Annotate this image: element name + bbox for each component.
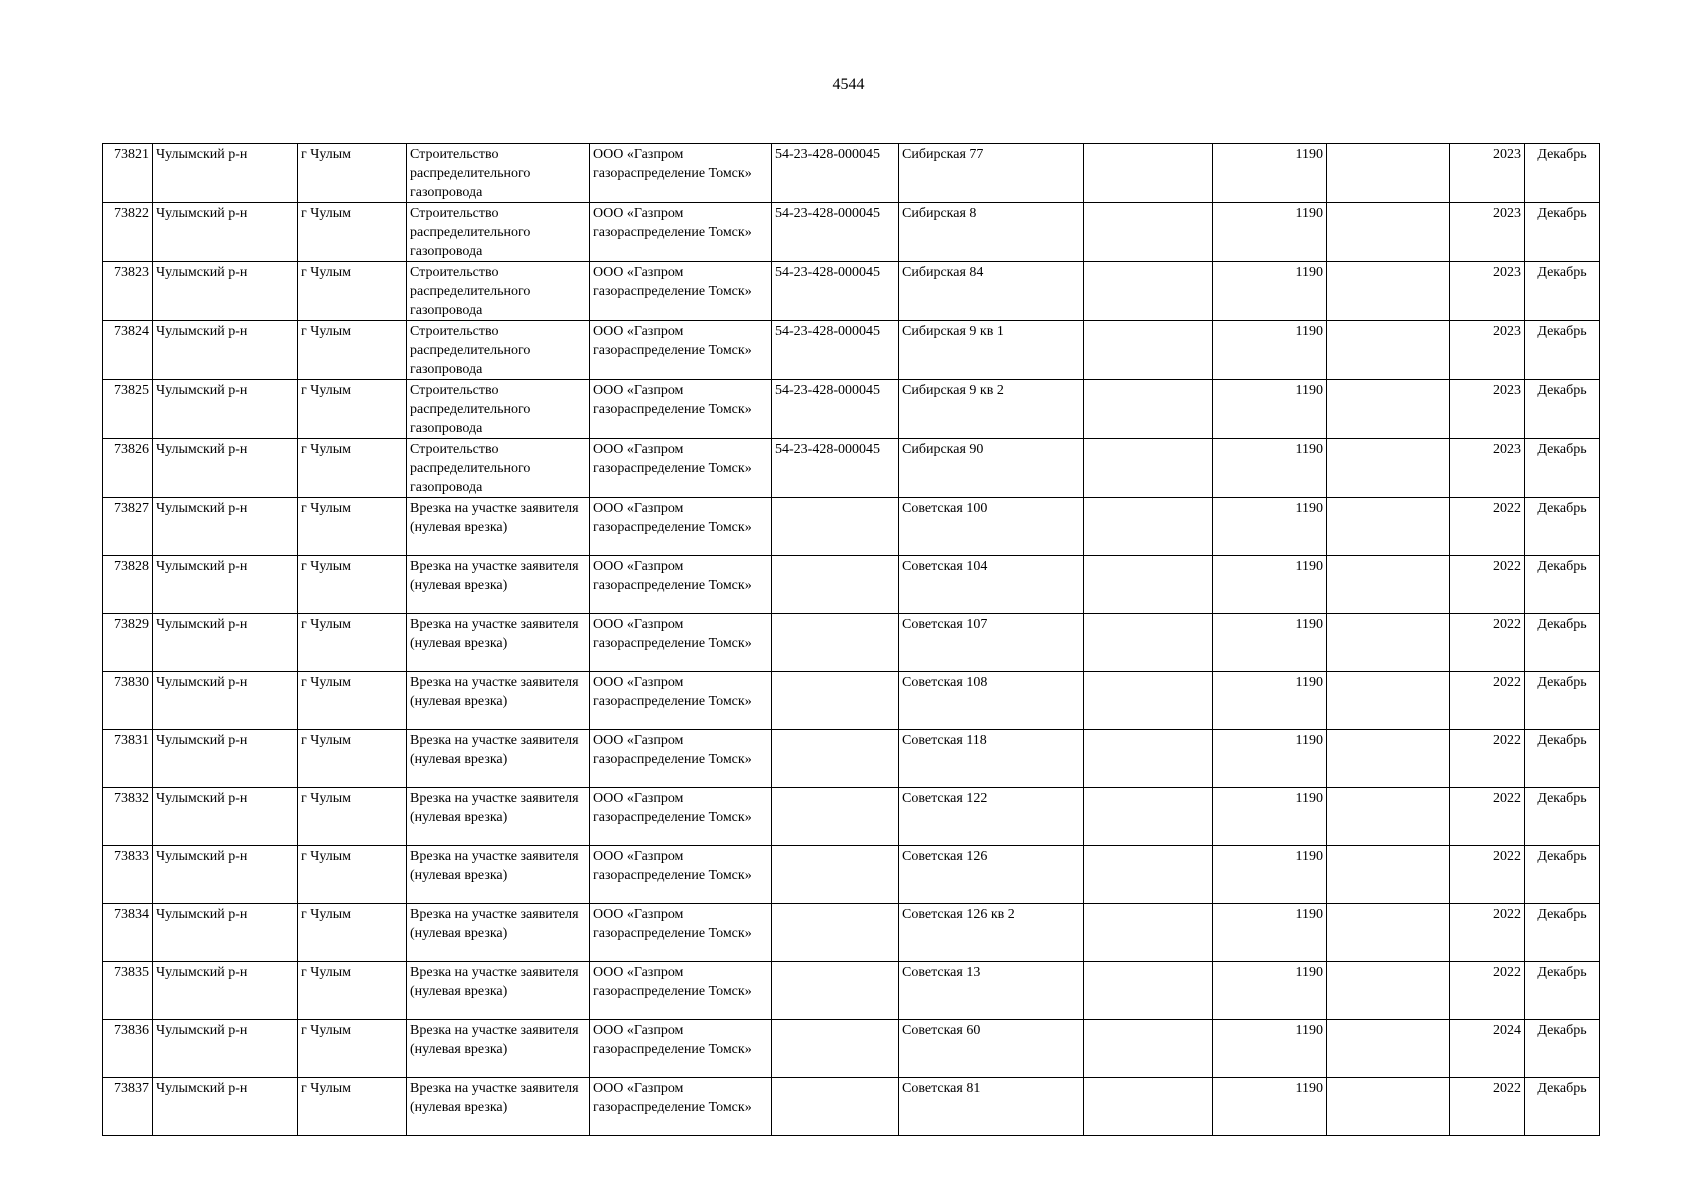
object-code-cell	[772, 788, 899, 846]
record-number-cell: 73827	[103, 498, 153, 556]
district-cell: Чулымский р-н	[153, 1020, 298, 1078]
month-cell: Декабрь	[1525, 203, 1600, 262]
month-cell: Декабрь	[1525, 262, 1600, 321]
object-code-cell	[772, 1020, 899, 1078]
table-row	[103, 962, 1600, 1020]
work-type-cell: Врезка на участке заявителя (нулевая врезка)	[407, 614, 590, 672]
table-row	[103, 380, 1600, 439]
empty-cell	[1084, 262, 1213, 321]
organization-cell: ООО «Газпром газораспределение Томск»	[590, 321, 772, 380]
address-cell: Советская 126 кв 2	[899, 904, 1084, 962]
area-value-cell: 1190	[1213, 439, 1327, 498]
organization-cell: ООО «Газпром газораспределение Томск»	[590, 203, 772, 262]
organization-cell: ООО «Газпром газораспределение Томск»	[590, 556, 772, 614]
locality-cell: г Чулым	[298, 962, 407, 1020]
locality-cell: г Чулым	[298, 321, 407, 380]
district-cell: Чулымский р-н	[153, 672, 298, 730]
area-value-cell: 1190	[1213, 614, 1327, 672]
empty-cell	[1327, 962, 1450, 1020]
table-row	[103, 904, 1600, 962]
organization-cell: ООО «Газпром газораспределение Томск»	[590, 614, 772, 672]
address-cell: Сибирская 84	[899, 262, 1084, 321]
object-code-cell	[772, 1078, 899, 1136]
month-cell: Декабрь	[1525, 788, 1600, 846]
table-row	[103, 498, 1600, 556]
record-number-cell: 73822	[103, 203, 153, 262]
object-code-cell	[772, 730, 899, 788]
table-row	[103, 1020, 1600, 1078]
table-row	[103, 730, 1600, 788]
record-number-cell: 73828	[103, 556, 153, 614]
month-cell: Декабрь	[1525, 321, 1600, 380]
empty-cell	[1327, 144, 1450, 203]
object-code-cell	[772, 904, 899, 962]
area-value-cell: 1190	[1213, 380, 1327, 439]
year-cell: 2022	[1450, 730, 1525, 788]
table-row	[103, 262, 1600, 321]
district-cell: Чулымский р-н	[153, 556, 298, 614]
record-number-cell: 73836	[103, 1020, 153, 1078]
record-number-cell: 73829	[103, 614, 153, 672]
address-cell: Сибирская 8	[899, 203, 1084, 262]
empty-cell	[1327, 1078, 1450, 1136]
year-cell: 2024	[1450, 1020, 1525, 1078]
record-number-cell: 73824	[103, 321, 153, 380]
month-cell: Декабрь	[1525, 144, 1600, 203]
empty-cell	[1327, 203, 1450, 262]
locality-cell: г Чулым	[298, 439, 407, 498]
area-value-cell: 1190	[1213, 321, 1327, 380]
year-cell: 2022	[1450, 614, 1525, 672]
organization-cell: ООО «Газпром газораспределение Томск»	[590, 380, 772, 439]
month-cell: Декабрь	[1525, 556, 1600, 614]
empty-cell	[1084, 788, 1213, 846]
locality-cell: г Чулым	[298, 203, 407, 262]
organization-cell: ООО «Газпром газораспределение Томск»	[590, 788, 772, 846]
month-cell: Декабрь	[1525, 380, 1600, 439]
empty-cell	[1327, 498, 1450, 556]
empty-cell	[1327, 846, 1450, 904]
area-value-cell: 1190	[1213, 262, 1327, 321]
area-value-cell: 1190	[1213, 788, 1327, 846]
table-row	[103, 788, 1600, 846]
district-cell: Чулымский р-н	[153, 730, 298, 788]
address-cell: Советская 107	[899, 614, 1084, 672]
empty-cell	[1327, 672, 1450, 730]
empty-cell	[1327, 380, 1450, 439]
table-row	[103, 1078, 1600, 1136]
record-number-cell: 73837	[103, 1078, 153, 1136]
organization-cell: ООО «Газпром газораспределение Томск»	[590, 672, 772, 730]
work-type-cell: Врезка на участке заявителя (нулевая врезка)	[407, 1078, 590, 1136]
locality-cell: г Чулым	[298, 380, 407, 439]
area-value-cell: 1190	[1213, 962, 1327, 1020]
object-code-cell	[772, 962, 899, 1020]
work-type-cell: Врезка на участке заявителя (нулевая врезка)	[407, 962, 590, 1020]
record-number-cell: 73831	[103, 730, 153, 788]
object-code-cell: 54-23-428-000045	[772, 321, 899, 380]
record-number-cell: 73835	[103, 962, 153, 1020]
locality-cell: г Чулым	[298, 498, 407, 556]
organization-cell: ООО «Газпром газораспределение Томск»	[590, 262, 772, 321]
record-number-cell: 73825	[103, 380, 153, 439]
district-cell: Чулымский р-н	[153, 962, 298, 1020]
area-value-cell: 1190	[1213, 144, 1327, 203]
district-cell: Чулымский р-н	[153, 788, 298, 846]
object-code-cell	[772, 846, 899, 904]
address-cell: Советская 118	[899, 730, 1084, 788]
empty-cell	[1327, 1020, 1450, 1078]
month-cell: Декабрь	[1525, 962, 1600, 1020]
year-cell: 2022	[1450, 672, 1525, 730]
table-row	[103, 614, 1600, 672]
empty-cell	[1084, 730, 1213, 788]
empty-cell	[1084, 321, 1213, 380]
work-type-cell: Строительство распределительного газопровода	[407, 439, 590, 498]
work-type-cell: Врезка на участке заявителя (нулевая врезка)	[407, 788, 590, 846]
year-cell: 2023	[1450, 262, 1525, 321]
empty-cell	[1084, 672, 1213, 730]
table-row	[103, 203, 1600, 262]
table-row	[103, 672, 1600, 730]
empty-cell	[1084, 846, 1213, 904]
organization-cell: ООО «Газпром газораспределение Томск»	[590, 1078, 772, 1136]
empty-cell	[1327, 904, 1450, 962]
month-cell: Декабрь	[1525, 846, 1600, 904]
area-value-cell: 1190	[1213, 730, 1327, 788]
object-code-cell: 54-23-428-000045	[772, 262, 899, 321]
empty-cell	[1327, 439, 1450, 498]
locality-cell: г Чулым	[298, 1078, 407, 1136]
work-type-cell: Врезка на участке заявителя (нулевая врезка)	[407, 672, 590, 730]
object-code-cell	[772, 672, 899, 730]
page-number: 4544	[832, 76, 865, 93]
area-value-cell: 1190	[1213, 556, 1327, 614]
work-type-cell: Строительство распределительного газопровода	[407, 380, 590, 439]
table-row	[103, 144, 1600, 203]
month-cell: Декабрь	[1525, 1078, 1600, 1136]
month-cell: Декабрь	[1525, 439, 1600, 498]
organization-cell: ООО «Газпром газораспределение Томск»	[590, 498, 772, 556]
record-number-cell: 73826	[103, 439, 153, 498]
area-value-cell: 1190	[1213, 904, 1327, 962]
year-cell: 2023	[1450, 439, 1525, 498]
area-value-cell: 1190	[1213, 1078, 1327, 1136]
organization-cell: ООО «Газпром газораспределение Томск»	[590, 439, 772, 498]
locality-cell: г Чулым	[298, 614, 407, 672]
address-cell: Советская 13	[899, 962, 1084, 1020]
empty-cell	[1084, 439, 1213, 498]
address-cell: Сибирская 9 кв 1	[899, 321, 1084, 380]
empty-cell	[1327, 262, 1450, 321]
empty-cell	[1084, 1078, 1213, 1136]
empty-cell	[1084, 203, 1213, 262]
table-row	[103, 556, 1600, 614]
address-cell: Советская 81	[899, 1078, 1084, 1136]
work-type-cell: Врезка на участке заявителя (нулевая врезка)	[407, 1020, 590, 1078]
organization-cell: ООО «Газпром газораспределение Томск»	[590, 730, 772, 788]
record-number-cell: 73834	[103, 904, 153, 962]
year-cell: 2023	[1450, 321, 1525, 380]
month-cell: Декабрь	[1525, 498, 1600, 556]
locality-cell: г Чулым	[298, 846, 407, 904]
address-cell: Советская 104	[899, 556, 1084, 614]
district-cell: Чулымский р-н	[153, 846, 298, 904]
year-cell: 2022	[1450, 556, 1525, 614]
address-cell: Сибирская 77	[899, 144, 1084, 203]
work-type-cell: Строительство распределительного газопровода	[407, 144, 590, 203]
organization-cell: ООО «Газпром газораспределение Томск»	[590, 144, 772, 203]
year-cell: 2023	[1450, 380, 1525, 439]
month-cell: Декабрь	[1525, 672, 1600, 730]
empty-cell	[1084, 380, 1213, 439]
district-cell: Чулымский р-н	[153, 262, 298, 321]
empty-cell	[1084, 556, 1213, 614]
address-cell: Сибирская 90	[899, 439, 1084, 498]
work-type-cell: Строительство распределительного газопровода	[407, 262, 590, 321]
object-code-cell: 54-23-428-000045	[772, 144, 899, 203]
district-cell: Чулымский р-н	[153, 321, 298, 380]
locality-cell: г Чулым	[298, 556, 407, 614]
empty-cell	[1084, 144, 1213, 203]
month-cell: Декабрь	[1525, 1020, 1600, 1078]
year-cell: 2022	[1450, 1078, 1525, 1136]
year-cell: 2023	[1450, 203, 1525, 262]
district-cell: Чулымский р-н	[153, 439, 298, 498]
organization-cell: ООО «Газпром газораспределение Томск»	[590, 846, 772, 904]
locality-cell: г Чулым	[298, 144, 407, 203]
work-type-cell: Врезка на участке заявителя (нулевая врезка)	[407, 846, 590, 904]
address-cell: Сибирская 9 кв 2	[899, 380, 1084, 439]
object-code-cell: 54-23-428-000045	[772, 439, 899, 498]
work-type-cell: Строительство распределительного газопровода	[407, 321, 590, 380]
empty-cell	[1084, 498, 1213, 556]
district-cell: Чулымский р-н	[153, 614, 298, 672]
organization-cell: ООО «Газпром газораспределение Томск»	[590, 1020, 772, 1078]
table-row	[103, 321, 1600, 380]
empty-cell	[1084, 1020, 1213, 1078]
empty-cell	[1084, 614, 1213, 672]
table-row	[103, 846, 1600, 904]
year-cell: 2022	[1450, 498, 1525, 556]
locality-cell: г Чулым	[298, 1020, 407, 1078]
month-cell: Декабрь	[1525, 730, 1600, 788]
work-type-cell: Врезка на участке заявителя (нулевая врезка)	[407, 556, 590, 614]
work-type-cell: Врезка на участке заявителя (нулевая врезка)	[407, 730, 590, 788]
work-type-cell: Врезка на участке заявителя (нулевая врезка)	[407, 904, 590, 962]
organization-cell: ООО «Газпром газораспределение Томск»	[590, 904, 772, 962]
empty-cell	[1327, 730, 1450, 788]
locality-cell: г Чулым	[298, 262, 407, 321]
area-value-cell: 1190	[1213, 203, 1327, 262]
record-number-cell: 73830	[103, 672, 153, 730]
record-number-cell: 73832	[103, 788, 153, 846]
empty-cell	[1327, 788, 1450, 846]
empty-cell	[1327, 556, 1450, 614]
object-code-cell: 54-23-428-000045	[772, 380, 899, 439]
month-cell: Декабрь	[1525, 904, 1600, 962]
locality-cell: г Чулым	[298, 788, 407, 846]
empty-cell	[1084, 904, 1213, 962]
district-cell: Чулымский р-н	[153, 904, 298, 962]
address-cell: Советская 60	[899, 1020, 1084, 1078]
record-number-cell: 73823	[103, 262, 153, 321]
district-cell: Чулымский р-н	[153, 380, 298, 439]
work-type-cell: Строительство распределительного газопровода	[407, 203, 590, 262]
record-number-cell: 73833	[103, 846, 153, 904]
area-value-cell: 1190	[1213, 1020, 1327, 1078]
object-code-cell: 54-23-428-000045	[772, 203, 899, 262]
object-code-cell	[772, 614, 899, 672]
register-table	[102, 143, 1600, 1136]
area-value-cell: 1190	[1213, 672, 1327, 730]
table-row	[103, 439, 1600, 498]
year-cell: 2022	[1450, 962, 1525, 1020]
empty-cell	[1327, 614, 1450, 672]
district-cell: Чулымский р-н	[153, 144, 298, 203]
organization-cell: ООО «Газпром газораспределение Томск»	[590, 962, 772, 1020]
register-body	[103, 144, 1600, 1136]
area-value-cell: 1190	[1213, 846, 1327, 904]
year-cell: 2022	[1450, 904, 1525, 962]
object-code-cell	[772, 556, 899, 614]
address-cell: Советская 126	[899, 846, 1084, 904]
year-cell: 2022	[1450, 788, 1525, 846]
district-cell: Чулымский р-н	[153, 203, 298, 262]
record-number-cell: 73821	[103, 144, 153, 203]
address-cell: Советская 122	[899, 788, 1084, 846]
year-cell: 2023	[1450, 144, 1525, 203]
address-cell: Советская 108	[899, 672, 1084, 730]
locality-cell: г Чулым	[298, 672, 407, 730]
empty-cell	[1084, 962, 1213, 1020]
year-cell: 2022	[1450, 846, 1525, 904]
month-cell: Декабрь	[1525, 614, 1600, 672]
locality-cell: г Чулым	[298, 730, 407, 788]
work-type-cell: Врезка на участке заявителя (нулевая врезка)	[407, 498, 590, 556]
address-cell: Советская 100	[899, 498, 1084, 556]
area-value-cell: 1190	[1213, 498, 1327, 556]
locality-cell: г Чулым	[298, 904, 407, 962]
object-code-cell	[772, 498, 899, 556]
district-cell: Чулымский р-н	[153, 498, 298, 556]
district-cell: Чулымский р-н	[153, 1078, 298, 1136]
empty-cell	[1327, 321, 1450, 380]
